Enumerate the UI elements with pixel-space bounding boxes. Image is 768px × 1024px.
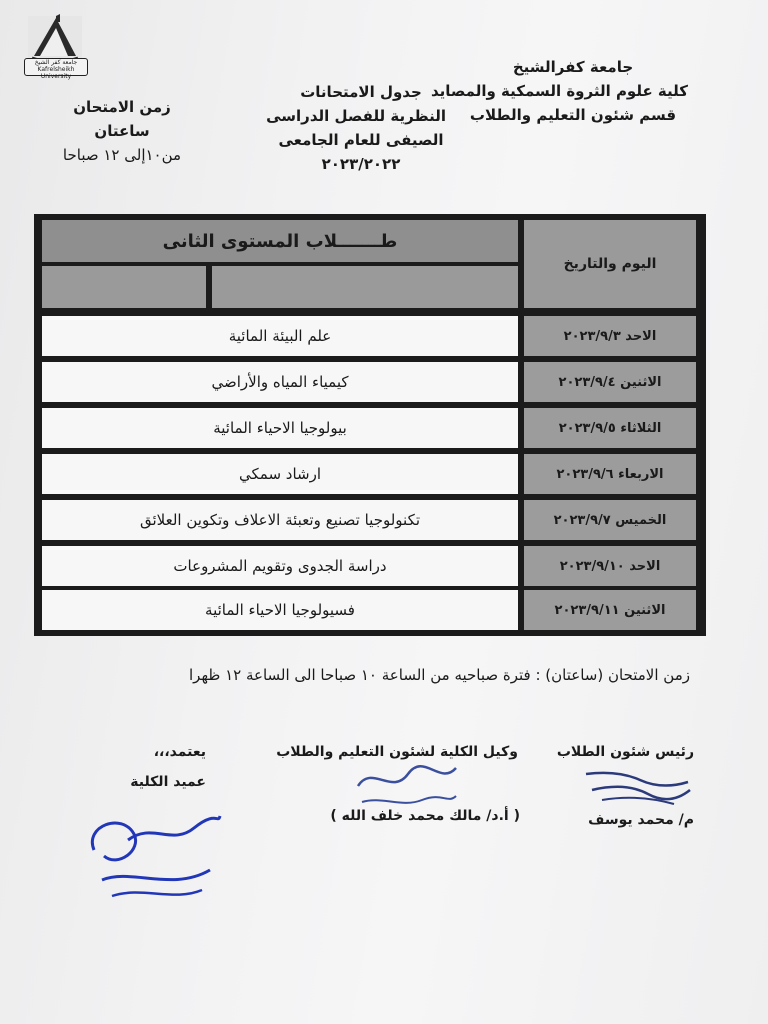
table-row-date: الاثنين ٢٠٢٣/٩/١١ (524, 590, 696, 630)
exam-time-label: زمن الامتحان (73, 98, 171, 116)
exam-time-note: زمن الامتحان (ساعتان) : فترة صباحيه من الساعة ١٠ صباحا الى الساعة ١٢ ظهرا (189, 666, 690, 684)
table-row-subject: علم البيئة المائية (42, 316, 518, 356)
empty-subheader-cell (212, 266, 518, 308)
table-row-date: الاحد ٢٠٢٣/٩/٣ (524, 316, 696, 356)
students-affairs-head-title: رئيس شئون الطلاب (556, 744, 694, 760)
table-row-subject: ارشاد سمكي (42, 454, 518, 494)
faculty-name: كلية علوم الثروة السمكية والمصايد (430, 82, 688, 100)
table-row-date: الثلاثاء ٢٠٢٣/٩/٥ (524, 408, 696, 448)
exam-duration: ساعتان (94, 122, 150, 140)
table-row-date: الاربعاء ٢٠٢٣/٩/٦ (524, 454, 696, 494)
exam-duration-header (52, 95, 192, 167)
title-line-3: الصيفى للعام الجامعى (278, 131, 444, 149)
title-line-2: النظرية للفصل الدراسى (266, 107, 446, 125)
table-row-subject: فسيولوجيا الاحياء المائية (42, 590, 518, 630)
dean-title: عميد الكلية (130, 774, 206, 790)
table-row-subject: دراسة الجدوى وتقويم المشروعات (42, 546, 518, 586)
university-name: جامعة كفرالشيخ (512, 58, 634, 76)
approval-label: يعتمد،،، (153, 744, 206, 760)
students-affairs-name: م/ محمد يوسف (588, 812, 694, 828)
academic-year: ٢٠٢٣/٢٠٢٢ (321, 155, 401, 173)
vice-dean-title: وكيل الكلية لشئون التعليم والطلاب (276, 744, 518, 760)
empty-subheader-cell (42, 266, 206, 308)
university-header (430, 55, 688, 127)
title-line-1: جدول الامتحانات (300, 83, 422, 101)
day-date-header: اليوم والتاريخ (524, 220, 696, 308)
level-header: طـــــــلاب المستوى الثانى (42, 220, 518, 262)
department-name: قسم شئون التعليم والطلاب (469, 106, 677, 124)
table-row-subject: تكنولوجيا تصنيع وتعبئة الاعلاف وتكوين العلائق (42, 500, 518, 540)
table-row-date: الاحد ٢٠٢٣/٩/١٠ (524, 546, 696, 586)
table-row-date: الخميس ٢٠٢٣/٩/٧ (524, 500, 696, 540)
schedule-title (266, 80, 446, 176)
table-row-subject: بيولوجيا الاحياء المائية (42, 408, 518, 448)
exam-schedule-table (34, 214, 706, 636)
table-row-date: الاثنين ٢٠٢٣/٩/٤ (524, 362, 696, 402)
signature-students-affairs-icon (578, 760, 698, 808)
vice-dean-name: ( أ.د/ مالك محمد خلف الله ) (330, 808, 520, 824)
signature-vice-dean-icon (352, 756, 462, 816)
table-row-subject: كيمياء المياه والأراضي (42, 362, 518, 402)
signature-dean-icon (82, 806, 224, 904)
exam-hours: من١٠إلى ١٢ صباحا (62, 146, 182, 164)
logo-caption: جامعة كفر الشيخ Kafrelsheikh University (24, 58, 88, 76)
